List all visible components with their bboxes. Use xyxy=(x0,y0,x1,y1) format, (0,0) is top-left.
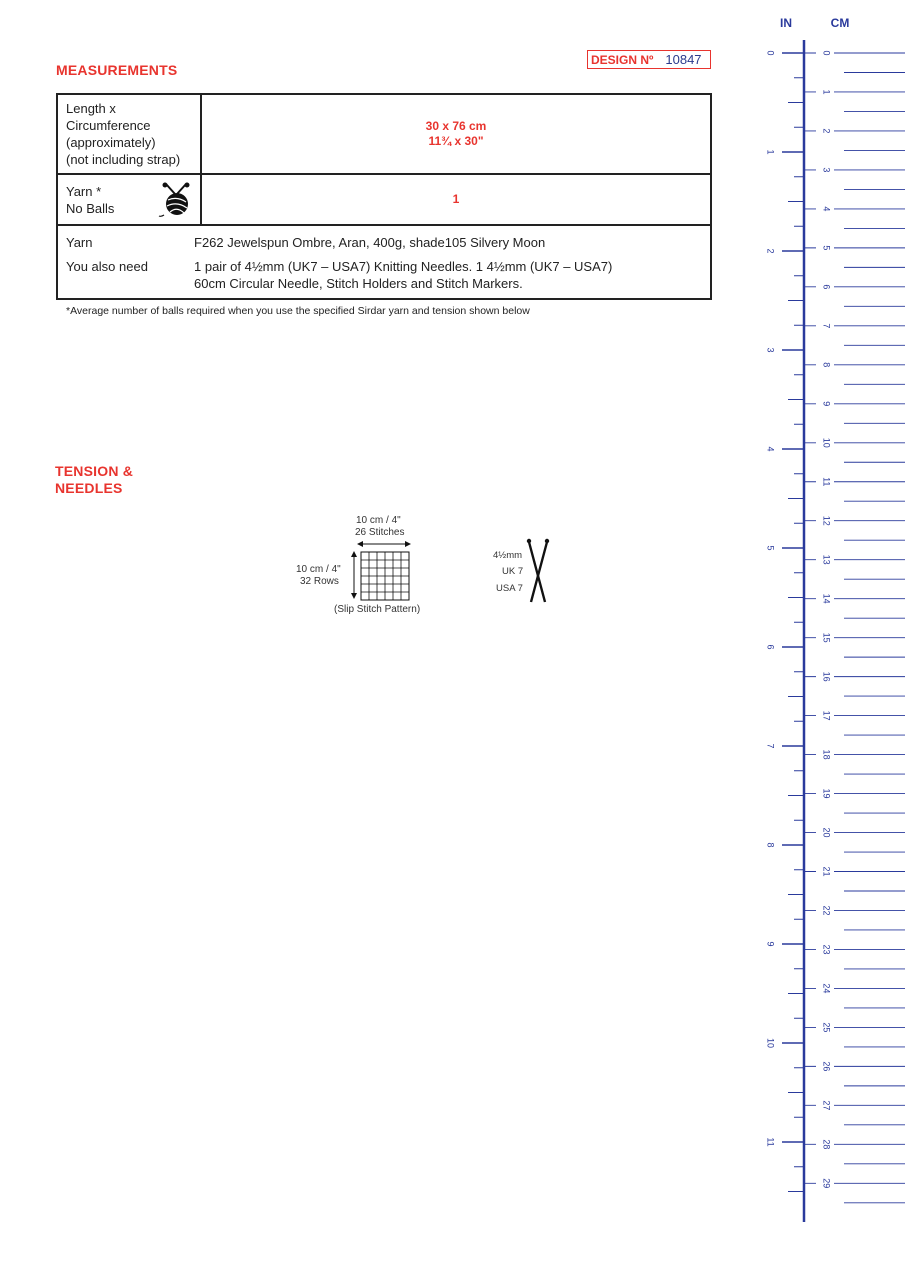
cm-number: 26 xyxy=(821,1061,832,1072)
balls-label-line: No Balls xyxy=(66,200,115,216)
height-label: 10 cm / 4" xyxy=(296,564,341,575)
cm-number: 14 xyxy=(821,593,832,604)
need-value-line: 60cm Circular Needle, Stitch Holders and Stitch Markers. xyxy=(194,276,523,291)
inch-number: 6 xyxy=(765,644,776,650)
cm-number: 4 xyxy=(821,206,832,212)
needle-size: 4½mm xyxy=(493,550,523,561)
inch-number: 1 xyxy=(765,149,776,155)
cm-number: 22 xyxy=(821,905,832,916)
cm-number: 19 xyxy=(821,788,832,799)
inch-number: 8 xyxy=(765,842,776,848)
size-label-line: (approximately) xyxy=(66,135,156,150)
yarn-label: Yarn xyxy=(66,235,93,250)
tension-heading-line: NEEDLES xyxy=(55,480,123,496)
cm-number: 6 xyxy=(821,284,832,290)
inch-number: 9 xyxy=(765,941,776,947)
inch-ticks xyxy=(766,50,804,1191)
cm-number: 16 xyxy=(821,671,832,682)
size-cm: 30 x 76 cm xyxy=(425,119,487,133)
inch-number: 3 xyxy=(765,347,776,353)
ruler-inch-label: IN xyxy=(780,16,792,30)
pattern-label: (Slip Stitch Pattern) xyxy=(334,604,421,615)
inch-number: 2 xyxy=(765,248,776,254)
inch-number: 11 xyxy=(765,1137,776,1147)
cm-number: 1 xyxy=(821,89,832,95)
cm-number: 7 xyxy=(821,323,832,329)
width-label: 10 cm / 4" xyxy=(356,515,401,526)
size-label-line: Length x xyxy=(66,101,116,116)
size-in: 11¾ x 30" xyxy=(428,134,484,148)
size-label-line: Circumference xyxy=(66,118,151,133)
cm-number: 10 xyxy=(821,437,832,448)
balls-value: 1 xyxy=(452,192,460,206)
cm-number: 15 xyxy=(821,632,832,643)
balls-label-line: Yarn * xyxy=(66,183,102,199)
needle-usa: USA 7 xyxy=(496,583,523,594)
inch-number: 7 xyxy=(765,743,776,749)
footnote: *Average number of balls required when you use the specified Sirdar yarn and tension shown below xyxy=(66,305,530,317)
cm-number: 24 xyxy=(821,983,832,994)
inch-number: 10 xyxy=(765,1037,776,1049)
cm-number: 28 xyxy=(821,1139,832,1150)
row-count: 32 Rows xyxy=(300,576,339,587)
cm-number: 2 xyxy=(821,128,832,134)
need-label: You also need xyxy=(66,259,148,274)
cm-number: 11 xyxy=(821,477,832,487)
cm-number: 12 xyxy=(821,515,832,526)
inch-number: 0 xyxy=(765,50,776,56)
cm-number: 8 xyxy=(821,362,832,368)
needle-uk: UK 7 xyxy=(502,566,524,577)
cm-number: 20 xyxy=(821,827,832,838)
stitch-count: 26 Stitches xyxy=(355,527,405,538)
need-value-line: 1 pair of 4½mm (UK7 – USA7) Knitting Needles. 1 4½mm (UK7 – USA7) xyxy=(194,259,613,274)
tension-heading-line: TENSION & xyxy=(55,463,134,479)
cm-number: 13 xyxy=(821,554,832,565)
ruler-cm-label: CM xyxy=(830,16,850,30)
cm-number: 18 xyxy=(821,749,832,760)
cm-number: 0 xyxy=(821,50,832,56)
cm-ticks xyxy=(804,50,905,1202)
cm-number: 3 xyxy=(821,167,832,173)
cm-number: 5 xyxy=(821,245,832,251)
cm-number: 9 xyxy=(821,401,832,407)
yarn-value: F262 Jewelspun Ombre, Aran, 400g, shade105 Silvery Moon xyxy=(194,235,546,250)
cm-number: 17 xyxy=(821,710,832,721)
cm-number: 29 xyxy=(821,1178,832,1189)
measurements-heading: MEASUREMENTS xyxy=(56,62,178,78)
cm-number: 21 xyxy=(821,866,832,877)
cm-number: 27 xyxy=(821,1100,832,1111)
cm-number: 25 xyxy=(821,1022,832,1033)
inch-number: 4 xyxy=(765,446,776,452)
cm-number: 23 xyxy=(821,944,832,955)
design-label: DESIGN Nº xyxy=(591,52,654,67)
size-label-line: (not including strap) xyxy=(66,152,181,167)
design-number: 10847 xyxy=(665,52,702,67)
inch-number: 5 xyxy=(765,545,776,551)
